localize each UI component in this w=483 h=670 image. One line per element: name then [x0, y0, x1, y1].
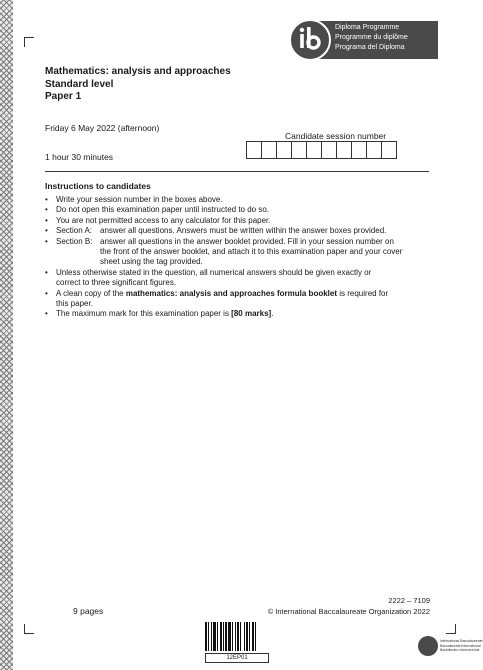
barcode-bar [232, 622, 233, 651]
footer-logo-line: Baccalauréat International [440, 643, 481, 648]
page-count: 9 pages [73, 606, 104, 616]
barcode-bar [211, 622, 212, 651]
barcode-bar [249, 622, 250, 651]
session-number-box[interactable] [291, 141, 307, 159]
barcode [205, 622, 269, 651]
barcode-bar [240, 622, 241, 651]
paper-code: 2222 – 7109 [388, 596, 430, 605]
programme-line-fr: Programme du diplôme [335, 34, 408, 41]
instructions-list [44, 195, 434, 320]
perforated-margin-strip [0, 0, 13, 670]
section-b-text-line1: answer all questions in the answer booklet provided. Fill in your session number on [100, 236, 394, 246]
session-number-box[interactable] [351, 141, 367, 159]
barcode-bar [208, 622, 209, 651]
barcode-bar [217, 622, 218, 651]
session-number-box[interactable] [321, 141, 337, 159]
barcode-bar [223, 622, 224, 651]
instruction-text: Do not open this examination paper until instructed to do so. [56, 205, 270, 215]
instruction-text-line2: correct to three significant figures. [56, 278, 177, 288]
instruction-item [44, 268, 434, 289]
crop-mark-bottom-left [24, 624, 34, 634]
exam-date: Friday 6 May 2022 (afternoon) [45, 123, 160, 133]
session-number-box[interactable] [306, 141, 322, 159]
barcode-bar [252, 622, 254, 651]
section-b-text-line2: the front of the answer booklet, and attach it to this examination paper and your cover [100, 247, 403, 257]
formula-booklet-post: is required for [337, 288, 389, 298]
instruction-text: You are not permitted access to any calculator for this paper. [56, 215, 271, 225]
ib-programme-text [335, 23, 408, 53]
barcode-bar [246, 622, 248, 651]
copyright-notice: © International Baccalaureate Organization 2022 [267, 607, 430, 616]
barcode-bar [237, 622, 239, 651]
instruction-item [44, 289, 434, 310]
footer-logo-line: Bachillerato Internacional [440, 648, 480, 652]
barcode-bar [235, 622, 236, 651]
divider-rule [45, 171, 429, 172]
session-number-box[interactable] [246, 141, 262, 159]
instruction-item [44, 195, 434, 205]
barcode-bar [220, 622, 222, 651]
session-number-box[interactable] [261, 141, 277, 159]
candidate-session-label: Candidate session number [285, 131, 387, 141]
instruction-item [44, 226, 434, 236]
instruction-item [44, 205, 434, 215]
programme-line-en: Diploma Programme [335, 24, 400, 31]
barcode-label: 12EP01 [205, 653, 269, 663]
session-number-box[interactable] [276, 141, 292, 159]
formula-booklet-pre: A clean copy of the [56, 288, 126, 298]
exam-duration: 1 hour 30 minutes [45, 152, 114, 162]
session-number-box[interactable] [381, 141, 397, 159]
level-title: Standard level [45, 78, 114, 90]
programme-line-es: Programa del Diploma [335, 44, 405, 51]
section-a-label: Section A: [56, 226, 93, 236]
formula-booklet-line2: this paper. [56, 299, 93, 309]
instruction-text-line1: Unless otherwise stated in the question, all numerical answers should be given exactly or [56, 267, 372, 277]
max-mark-value: [80 marks] [231, 309, 272, 319]
barcode-bar [225, 622, 227, 651]
session-number-box[interactable] [366, 141, 382, 159]
footer-logo-line: International Baccalaureate [440, 639, 483, 643]
exam-title-block [45, 66, 231, 104]
max-mark-pre: The maximum mark for this examination paper is [56, 309, 232, 319]
barcode-bar [255, 622, 256, 651]
paper-title: Paper 1 [45, 91, 82, 102]
max-mark-post: . [271, 309, 274, 319]
section-b-label: Section B: [56, 236, 93, 246]
instructions-heading: Instructions to candidates [45, 181, 151, 191]
instruction-item [44, 216, 434, 226]
instruction-item [44, 237, 434, 268]
crop-mark-bottom-right [446, 624, 456, 634]
section-a-text: answer all questions. Answers must be written within the answer boxes provided. [100, 226, 387, 236]
candidate-session-number-boxes[interactable] [246, 141, 396, 159]
ib-footer-logo-icon [418, 636, 438, 656]
instruction-text: Write your session number in the boxes above. [56, 195, 223, 204]
instruction-item [44, 309, 434, 319]
ib-logo-icon [298, 25, 322, 55]
barcode-bar [213, 622, 216, 651]
barcode-bar [205, 622, 207, 651]
session-number-box[interactable] [336, 141, 352, 159]
barcode-bar [228, 622, 231, 651]
subject-title: Mathematics: analysis and approaches [45, 66, 231, 77]
crop-mark-top-left [24, 37, 34, 47]
formula-booklet-title: mathematics: analysis and approaches formula booklet [125, 288, 338, 298]
barcode-bar [244, 622, 245, 651]
section-b-text-line3: sheet using the tag provided. [100, 257, 203, 267]
ib-footer-logo-text [440, 639, 483, 653]
